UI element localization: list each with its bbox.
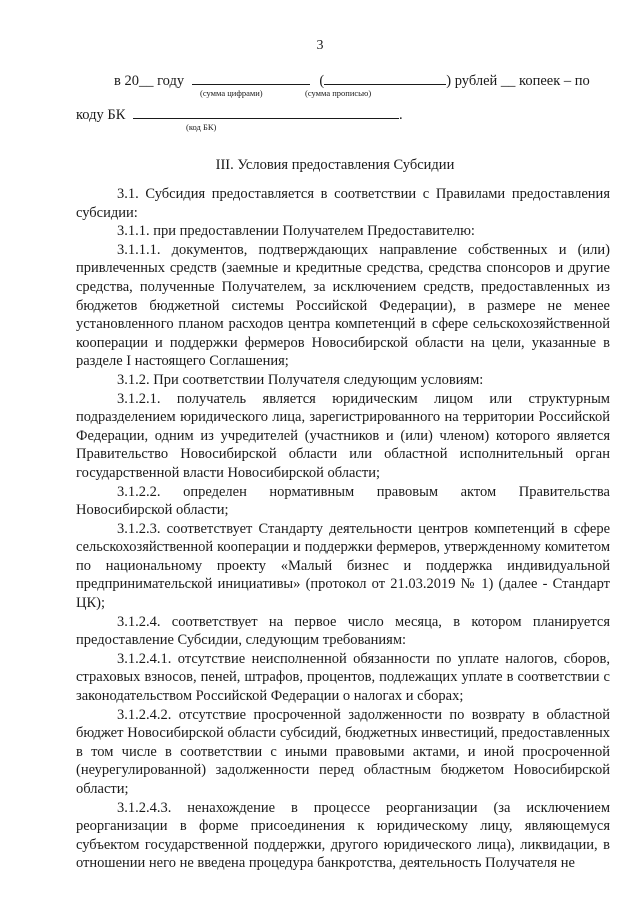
paragraph: 3.1.2.4.3. ненахождение в процессе реорганизации (за исключением реорганизации в форме присоединения к юридическому лицу, являющемуся субъектом государственной поддержки, другого юридического лица), ликвидации, в отношении него не введена процедура банкротства, деятельность Получателя не (76, 799, 610, 872)
caption-words: (сумма прописью) (305, 88, 372, 98)
bk-line (76, 105, 403, 124)
amount-digits-blank (192, 71, 310, 85)
paragraph: 3.1.1. при предоставлении Получателем Предоставителю: (117, 223, 475, 240)
bk-end: . (399, 107, 403, 123)
caption-bk: (код БК) (186, 122, 217, 132)
open-paren: ( (319, 73, 325, 89)
bk-blank (133, 105, 399, 119)
close-paren: ) (446, 73, 452, 89)
paragraph: 3.1.2.3. соответствует Стандарту деятельности центров компетенций в сфере сельскохозяйственной кооперации и поддержки фермеров, утвержденному комитетом по национальному проекту «Малый бизнес и поддержка индивидуальной предпринимательской инициативы» (протокол от 21.03.2019 № 1) (далее - Стандарт ЦК); (76, 520, 610, 612)
paragraph: 3.1.1.1. документов, подтверждающих направление собственных и (или) привлеченных средств (заемные и кредитные средства, средства спонсоров и другие средства, полученные Получателем, за исключением средств, предоставленных из бюджетов бюджетной системы Российской Федерации), в размере не менее установленного планом расходов центра компетенций в сфере сельскохозяйственной кооперации и поддержки фермеров Новосибирской области на цели, указанные в разделе I настоящего Соглашения; (76, 241, 610, 370)
paragraph: 3.1.2.4. соответствует на первое число месяца, в котором планируется предоставление Субсидии, следующим требованиям: (76, 613, 610, 649)
paragraph: 3.1.2.1. получатель является юридическим лицом или структурным подразделением юридического лица, зарегистрированного на территории Российской Федерации, одним из учредителей (участников и (или) членом) которого является Правительство Новосибирской области или областной исполнительный орган государственной власти Новосибирской области; (76, 390, 610, 481)
amount-words-blank (324, 71, 446, 85)
document-body (76, 185, 610, 873)
page-number: 3 (316, 38, 324, 53)
paragraph: 3.1.2. При соответствии Получателя следующим условиям: (117, 371, 484, 388)
paragraph: 3.1.2.4.2. отсутствие просроченной задолженности по возврату в областной бюджет Новосибирской области субсидий, бюджетных инвестиций, предоставленных в том числе в соответствии с иными правовыми актами, и иной просроченной (неурегулированной) задолженности перед областным бюджетом Новосибирской области; (76, 706, 610, 797)
bk-label: коду БК (76, 107, 126, 123)
paragraph: 3.1.2.4.1. отсутствие неисполненной обязанности по уплате налогов, сборов, страховых взносов, пеней, штрафов, процентов, подлежащих уплате в соответствии с законодательством Российской Федерации о налогах и сборах; (76, 650, 610, 705)
amount-suffix: рублей __ копеек – по (454, 73, 590, 89)
amount-prefix: в 20__ году (114, 73, 185, 89)
paragraph: 3.1. Субсидия предоставляется в соответствии с Правилами предоставления субсидии: (76, 186, 610, 221)
paragraph: 3.1.2.2. определен нормативным правовым актом Правительства Новосибирской области; (76, 483, 610, 519)
section-title: III. Условия предоставления Субсидии (215, 157, 455, 173)
caption-digits: (сумма цифрами) (200, 88, 263, 98)
